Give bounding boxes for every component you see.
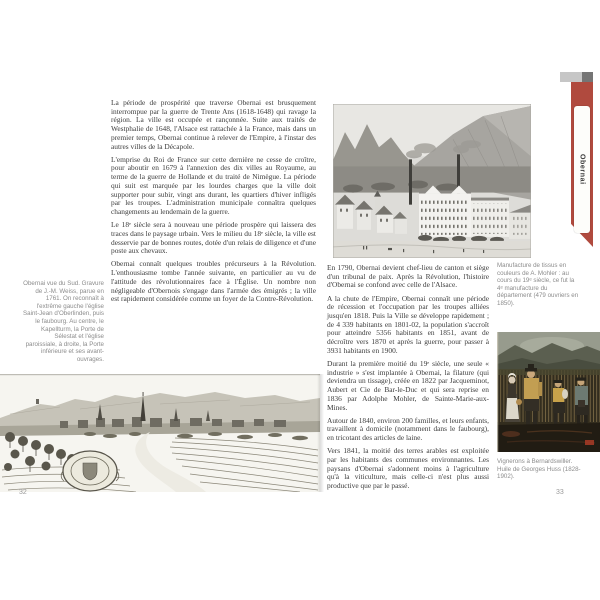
engraving-obernai-view-image bbox=[0, 374, 320, 492]
page-gutter-shadow bbox=[317, 374, 324, 492]
paragraph: En 1790, Obernai devient chef-lieu de canton et siège d'un tribunal de paix. Après la Révolution, l'histoire d'Obernai se confond avec celle de l'Alsace. bbox=[327, 263, 489, 290]
vignerons-painting-image bbox=[497, 332, 600, 452]
chapter-tab-obernai bbox=[574, 106, 590, 233]
paragraph: Durant la première moitié du 19ᵉ siècle, une seule « industrie » s'est implantée à Obernai, la filature (qui deviendra un tissage), créée en 1822 par Jacqueminot, Aubert et Cie de Bar-le-Duc et qui sera reprise en 1836 par Adolphe Mohler, de Sainte-Marie-aux-Mines. bbox=[327, 359, 489, 412]
paragraph: La période de prospérité que traverse Obernai est brusquement interrompue par la guerre de Trente Ans (1618-1648) qui ravage la région. La ville est occupée et rançonnée. Suite aux traités de Westphalie de 1648, l'Alsace est rattachée à la France, mais dans un premier temps, Obernai continue à relever de l'Empire, à l'instar des autres villes de la Décapole. bbox=[111, 98, 316, 151]
right-page-text-column bbox=[327, 264, 489, 495]
factory-lithograph-image bbox=[333, 104, 531, 258]
right-page-number: 33 bbox=[556, 489, 564, 496]
tab-top-square-light bbox=[560, 72, 582, 82]
vignerons-painting-image bbox=[497, 332, 600, 452]
left-page-number: 32 bbox=[19, 489, 27, 496]
factory-lithograph-image bbox=[333, 104, 531, 258]
left-figure-caption: Obernai vue du Sud. Gravure de J.-M. Weiss, parue en 1761. On reconnaît à l'extrême gauche l'église Saint-Jean d'Oberlinden, puis le faubourg. Au centre, le Kapellturm, la Porte de Sélestat et l'église paroissiale, à droite, la Porte inférieure et ses avant-ouvrages. bbox=[23, 280, 104, 363]
factory-caption: Manufacture de tissus en couleurs de A. Mohler : au cours du 19ᵉ siècle, ce fut la 4ᵉ manufacture du département (479 ouvriers en 1850). bbox=[497, 262, 579, 307]
paragraph: Obernai connaît quelques troubles précurseurs à la Révolution. L'enthousiasme tombe l'année suivante, en particulier au vu de l'attitude des révolutionnaires face à l'Église. Un nombre non négligeable d'Obernois s'engage dans l'armée des émigrés ; la ville est rapidement considérée comme un foyer de la Contre-Révolution. bbox=[111, 259, 316, 304]
engraving-obernai-view-image bbox=[0, 374, 320, 492]
left-page-text-column bbox=[111, 99, 316, 308]
paragraph: Le 18ᵉ siècle sera à nouveau une période prospère qui laissera des traces dans le paysage urbain. Vers le milieu du 18ᵉ siècle, la ville est desservie par de bonnes routes, dotée d'un relais de diligence et d'une poste aux chevaux. bbox=[111, 220, 316, 256]
paragraph: Vers 1841, la moitié des terres arables est exploitée par les habitants des communes environnantes. Les paysans d'Obernai s'adonnent moins à l'agriculture qu'à la viticulture, mais celle-ci n'est plus aussi productive que par le passé. bbox=[327, 446, 489, 491]
chapter-tab-label: Obernai bbox=[578, 154, 586, 185]
paragraph: A la chute de l'Empire, Obernai connaît une période de récession et l'occupation par les troupes alliées jusqu'en 1818. Puis la Ville se développe rapidement ; de 4 339 habitants en 1801-02, la population s'accroît pour atteindre 5356 habitants en 1851, avant de décroître vers 1870 et après la guerre, pour passer à 3931 habitants en 1900. bbox=[327, 293, 489, 355]
tab-top-square-dark bbox=[582, 72, 593, 82]
paragraph: Autour de 1840, environ 200 familles, et leurs enfants, travaillent à domicile (notamment dans le faubourg), en tricotant des articles de laine. bbox=[327, 415, 489, 443]
paragraph: L'emprise du Roi de France sur cette dernière ne cesse de croître, pour aboutir en 1679 à l'annexion des dix villes au Royaume, au terme de la guerre de Hollande et du traité de Nimègue. La période qui suit est marquée par les lourdes charges que la ville doit supporter pour subir, vingt ans durant, les quartiers d'hiver infligés par les troupes. L'administration municipale connaîtra quelques changements au lendemain de la guerre. bbox=[111, 154, 316, 216]
painting-caption: Vignerons à Bernardswiller. Huile de Georges Huss (1828-1902). bbox=[497, 458, 581, 481]
